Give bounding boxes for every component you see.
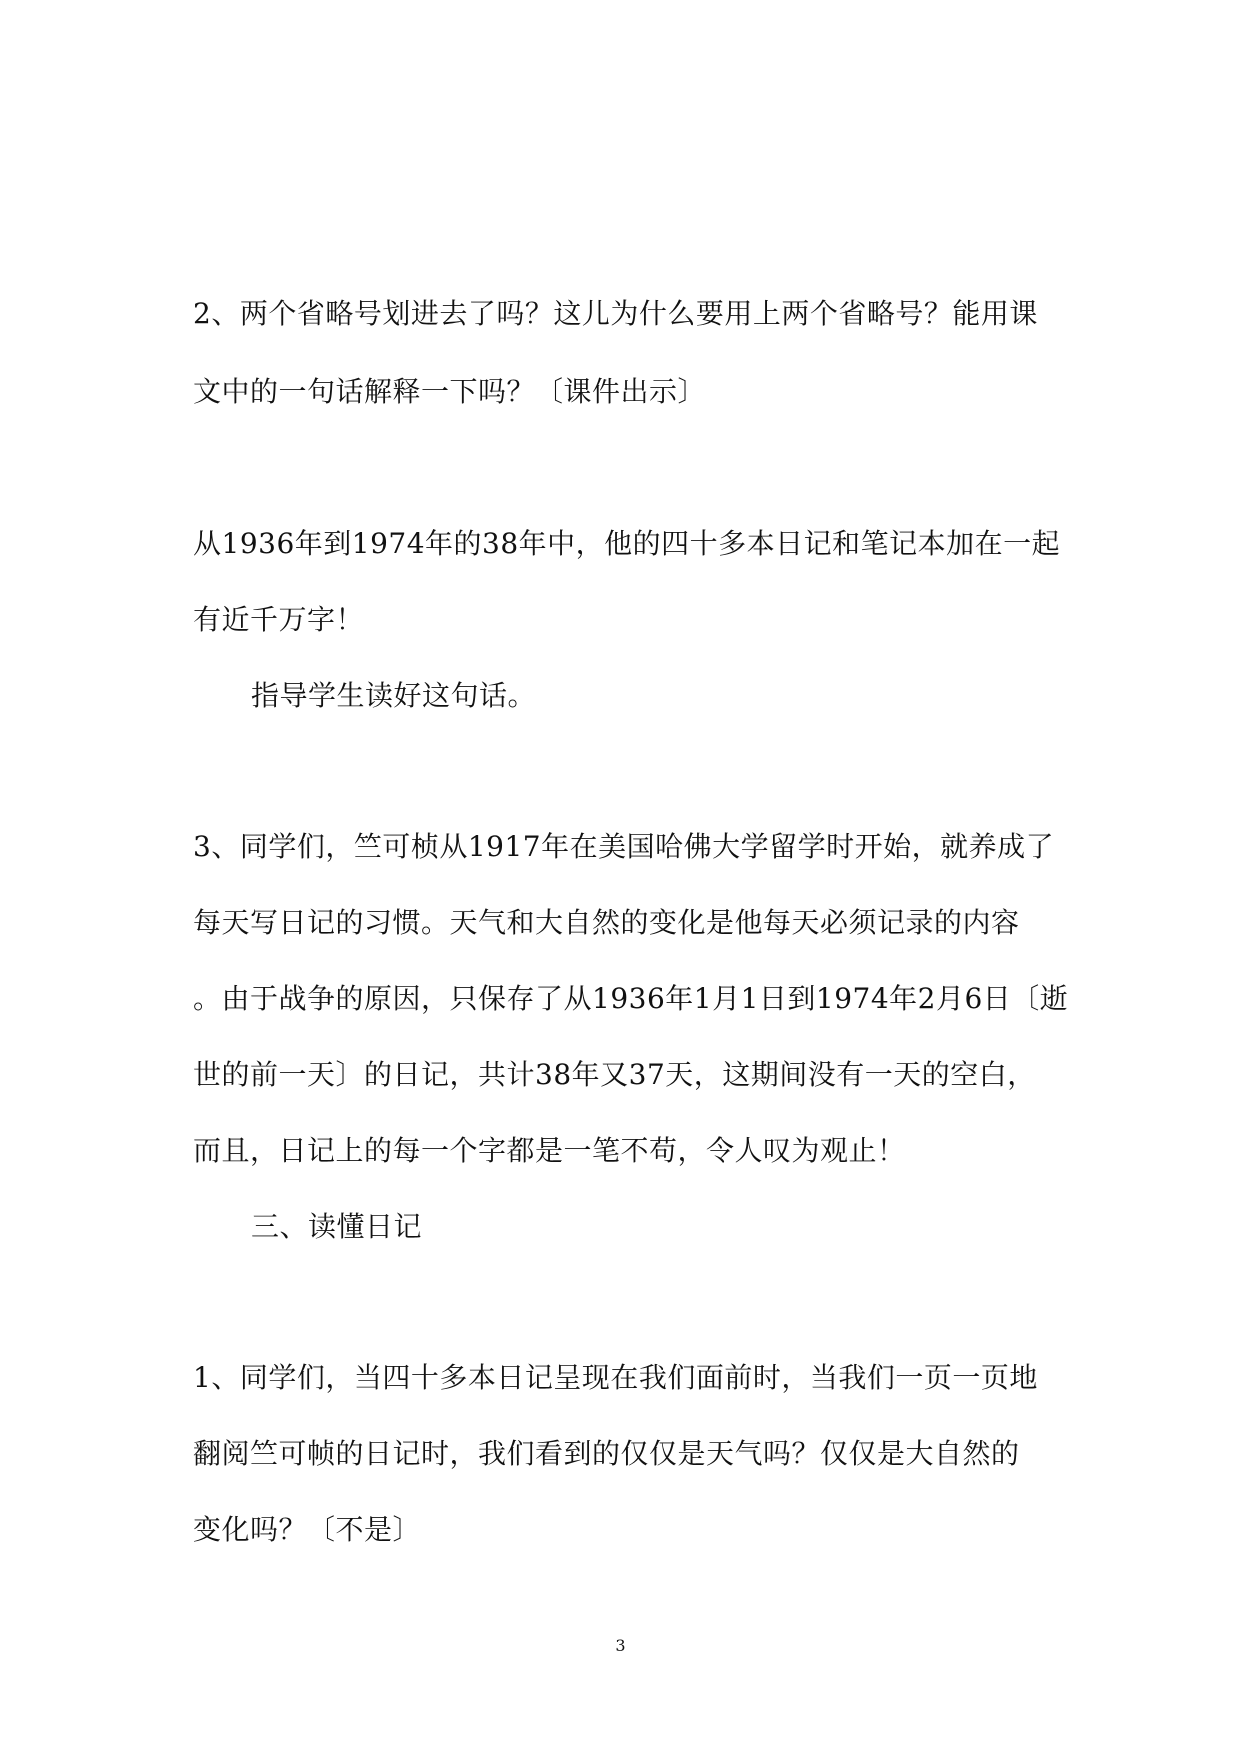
paragraph-3-line-1: 3、同学们，竺可桢从1917年在美国哈佛大学留学时开始，就养成了 (193, 830, 1055, 863)
section-heading: 三、读懂日记 (251, 1210, 423, 1243)
paragraph-1-line-1: 1、同学们，当四十多本日记呈现在我们面前时，当我们一页一页地 (193, 1361, 1038, 1394)
paragraph-3-line-3: 。由于战争的原因，只保存了从1936年1月1日到1974年2月6日〔逝 (193, 982, 1069, 1015)
paragraph-3-line-2: 每天写日记的习惯。天气和大自然的变化是他每天必须记录的内容 (193, 906, 1020, 939)
paragraph-2-line-1: 2、两个省略号划进去了吗？这儿为什么要用上两个省略号？能用课 (193, 297, 1038, 330)
quote-line-2: 有近千万字！ (193, 603, 365, 636)
paragraph-2-line-2: 文中的一句话解释一下吗？〔课件出示〕 (193, 375, 707, 408)
paragraph-1-line-3: 变化吗？〔不是〕 (193, 1513, 422, 1546)
instruction-line: 指导学生读好这句话。 (251, 679, 537, 712)
paragraph-1-line-2: 翻阅竺可帧的日记时，我们看到的仅仅是天气吗？仅仅是大自然的 (193, 1437, 1020, 1470)
paragraph-3-line-5: 而且，日记上的每一个字都是一笔不苟，令人叹为观止！ (193, 1134, 906, 1167)
quote-line-1: 从1936年到1974年的38年中，他的四十多本日记和笔记本加在一起 (193, 527, 1061, 560)
page-number: 3 (615, 1636, 626, 1655)
paragraph-3-line-4: 世的前一天〕的日记，共计38年又37天，这期间没有一天的空白， (193, 1058, 1036, 1091)
